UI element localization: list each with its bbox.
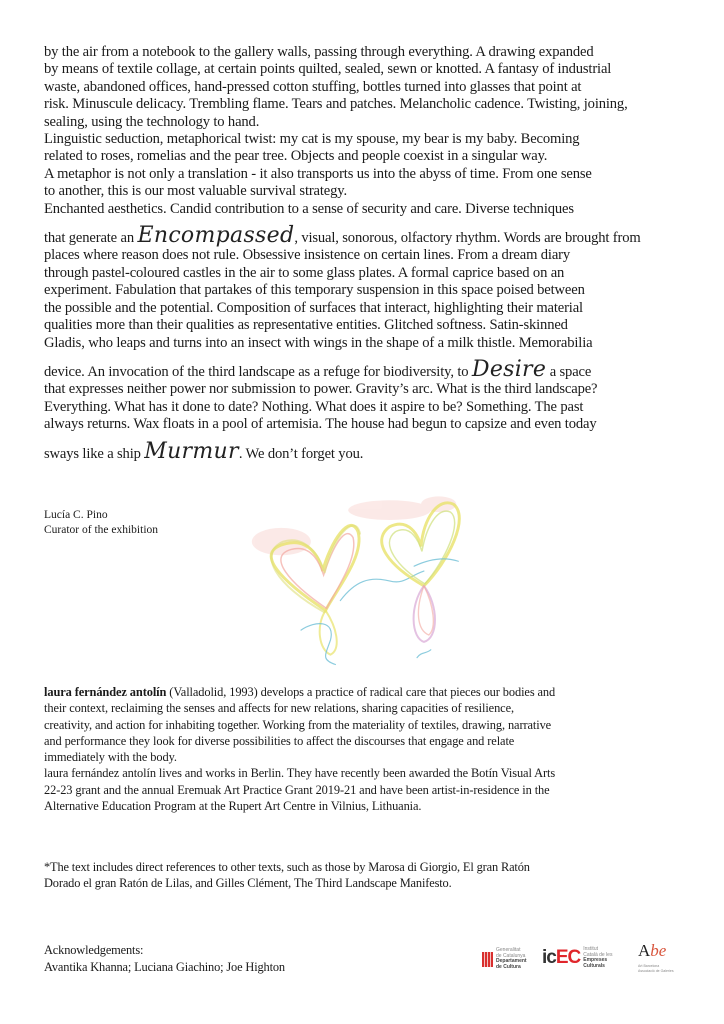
generalitat-text — [496, 948, 527, 970]
essay-line: qualities more than their qualities as representative entities. Glitched softness. Satin-skinned — [44, 317, 568, 334]
essay-line: by the air from a notebook to the gallery walls, passing through everything. A drawing expanded — [44, 44, 594, 60]
logo-text: Institut — [583, 946, 598, 952]
logo-generalitat — [482, 948, 527, 970]
line-text: that generate an — [44, 230, 138, 247]
essay-line: waste, abandoned offices, hand-pressed cotton stuffing, bottles turned into glasses that point at — [44, 78, 582, 95]
acknowledgements-title: Acknowledgements: — [44, 943, 144, 957]
logo-text: de Catalunya — [496, 952, 526, 959]
essay-line: Everything. What has it done to date? Nothing. What does it aspire to be? Something. The past — [44, 398, 584, 415]
footnote — [44, 859, 530, 892]
essay-line: A metaphor is not only a translation - it also transports us into the abyss of time. From one sense — [44, 165, 592, 182]
essay-line-desire — [44, 356, 684, 382]
essay-line: by means of textile collage, at certain points quilted, sealed, sewn or knotted. A fantasy of industrial — [44, 61, 612, 78]
icec-text — [583, 947, 612, 969]
acknowledgements — [44, 942, 285, 975]
logo-text: de Cultura — [496, 963, 521, 970]
essay-line-murmur — [44, 438, 684, 464]
senyera-icon — [482, 952, 493, 967]
essay-body — [44, 44, 684, 463]
essay-line: experiment. Fabulation that partakes of this temporary suspension in this space poised between — [44, 282, 585, 299]
line-text: a space — [546, 363, 592, 380]
logo-text: Art Barcelona — [638, 964, 660, 968]
essay-line: risk. Minuscule delicacy. Trembling flame. Tears and patches. Melancholic cadence. Twisting, joining, — [44, 96, 628, 113]
essay-line-encompassed — [44, 223, 684, 249]
bio-line: Alternative Education Program at the Rupert Art Centre in Vilnius, Lithuania. — [44, 799, 422, 814]
logo-text: Empreses — [583, 957, 608, 963]
logo-icec — [542, 947, 612, 969]
logo-text: Departament — [496, 958, 527, 964]
abe-text — [638, 964, 674, 973]
artwork-right-heart — [382, 503, 460, 658]
logo-text: EC — [555, 947, 581, 968]
essay-line: the possible and the potential. Composition of surfaces that interact, highlighting their material — [44, 299, 583, 316]
logo-text: A — [638, 941, 651, 960]
line-text: sways like a ship — [44, 445, 145, 462]
line-text: , visual, sonorous, olfactory rhythm. Words are brought from — [294, 230, 641, 247]
logo-text: ic — [542, 947, 556, 968]
essay-line: sealing, using the technology to hand. — [44, 113, 260, 130]
curator-name: Lucía C. Pino — [44, 509, 108, 521]
script-word-murmur: Murmur — [144, 438, 239, 464]
essay-line: Linguistic seduction, metaphorical twist: my cat is my spouse, my bear is my baby. Becoming — [44, 131, 580, 148]
essay-line: Enchanted aesthetics. Candid contribution to a sense of security and care. Diverse techniques — [44, 200, 574, 217]
logo-text: Generalitat — [496, 947, 521, 953]
logo-text: Català de les — [583, 951, 613, 958]
sponsor-logos — [482, 942, 690, 982]
line-text: . We don’t forget you. — [238, 445, 364, 462]
essay-line: that expresses neither power nor submission to power. Gravity’s arc. What is the third landscape? — [44, 381, 598, 398]
artwork-drawing — [242, 482, 478, 670]
curator-signature — [44, 508, 158, 538]
bio-line: immediately with the body. — [44, 750, 177, 765]
script-word-desire: Desire — [471, 356, 547, 382]
script-word-encompassed: Encompassed — [137, 223, 295, 249]
line-text: (Valladolid, 1993) develops a practice of radical care that pieces our bodies and — [166, 685, 556, 699]
footnote-line: *The text includes direct references to other texts, such as those by Marosa di Giorgio, El gran Ratón — [44, 860, 530, 874]
curator-role: Curator of the exhibition — [44, 524, 159, 536]
logo-text: Culturals — [583, 962, 605, 969]
logo-text: Associació de Galeries — [638, 968, 674, 973]
essay-line: Gladis, who leaps and turns into an insect with wings in the shape of a milk thistle. Memorabilia — [44, 334, 593, 351]
icec-mark — [542, 947, 580, 969]
bio-line: creativity, and action for inhabiting together. Working from the materiality of textiles, drawing, narrative — [44, 717, 552, 732]
bio-line: their context, reclaiming the senses and affects for new relations, sharing capacities of resilience, — [44, 701, 514, 716]
line-text: device. An invocation of the third landscape as a refuge for biodiversity, to — [44, 363, 472, 380]
logo-abe — [638, 942, 674, 973]
essay-line: through pastel-coloured castles in the air to some glass plates. A formal caprice based on an — [44, 264, 565, 281]
essay-line: to another, this is our most valuable survival strategy. — [44, 183, 347, 200]
artist-bio — [44, 684, 694, 814]
bio-line: 22-23 grant and the annual Eremuak Art Practice Grant 2019-21 and have been artist-in-residence in the — [44, 782, 550, 797]
essay-line: related to roses, romelias and the pear tree. Objects and people coexist in a singular way. — [44, 148, 548, 165]
artist-name: laura fernández antolín — [44, 685, 167, 699]
bio-line: laura fernández antolín lives and works in Berlin. They have recently been awarded the Botín Visual Arts — [44, 766, 556, 781]
bio-line: and performance they look for diverse possibilities to affect the discourses that engage and relate — [44, 733, 515, 748]
logo-text: be — [650, 941, 667, 960]
bio-line — [44, 684, 694, 700]
essay-line: always returns. Wax floats in a pool of artemisia. The house had begun to capsize and even today — [44, 416, 597, 433]
footnote-line: Dorado el gran Ratón de Lilas, and Gilles Clément, The Third Landscape Manifesto. — [44, 876, 452, 891]
abe-mark — [638, 942, 666, 960]
essay-line: places where reason does not rule. Obsessive insistence on certain lines. From a dream diary — [44, 247, 570, 264]
acknowledgements-names: Avantika Khanna; Luciana Giachino; Joe Highton — [44, 959, 285, 974]
